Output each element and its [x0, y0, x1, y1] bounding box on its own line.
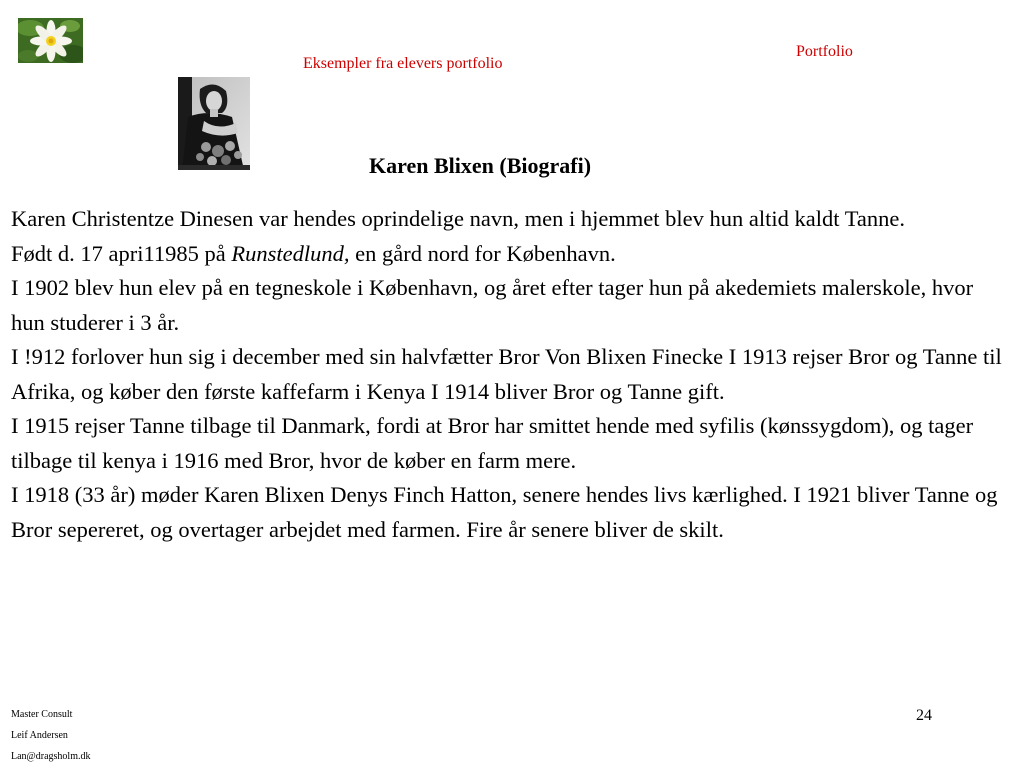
birthplace-description: en gård nord for København. [349, 240, 616, 266]
portrait-photo-icon [178, 77, 250, 170]
header-subtitle: Eksempler fra elevers portfolio [303, 55, 503, 72]
water-lily-logo [18, 18, 83, 63]
footer-company: Master Consult [11, 709, 73, 720]
biography-paragraph: I 1915 rejser Tanne tilbage til Danmark, fordi at Bror har smittet hende med syfilis (kønssygdom), og tager tilbage til kenya i 1916 med Bror, hvor de køber en farm mere. [11, 413, 974, 473]
birth-text: Født d. 17 apri11985 på [11, 240, 232, 266]
biography-paragraph-birth [11, 237, 1011, 272]
birthplace-name: Runstedlund, [231, 240, 350, 266]
karen-blixen-portrait [178, 77, 250, 170]
biography-paragraph: Karen Christentze Dinesen var hendes oprindelige navn, men i hjemmet blev hun altid kaldt Tanne. [11, 206, 906, 231]
page-number: 24 [916, 707, 932, 724]
page-title: Karen Blixen (Biografi) [369, 153, 592, 178]
water-lily-icon [18, 18, 83, 63]
header-section-title: Portfolio [796, 43, 853, 60]
footer-email: Lan@dragsholm.dk [11, 751, 91, 762]
biography-paragraph: I 1902 blev hun elev på en tegneskole i København, og året efter tager hun på akedemiets malerskole, hvor hun studerer i 3 år. [11, 275, 974, 335]
biography-paragraph: I 1918 (33 år) møder Karen Blixen Denys Finch Hatton, senere hendes livs kærlighed. I 1921 bliver Tanne og Bror sepereret, og overtager arbejdet med farmen. Fire år senere bliver de skilt. [11, 482, 998, 542]
biography-paragraph: I !912 forlover hun sig i december med sin halvfætter Bror Von Blixen Finecke I 1913 rejser Bror og Tanne til Afrika, og køber den første kaffefarm i Kenya I 1914 bliver Bror og Tanne gift. [11, 344, 1002, 404]
biography-text [11, 202, 1011, 547]
footer-author: Leif Andersen [11, 730, 68, 741]
